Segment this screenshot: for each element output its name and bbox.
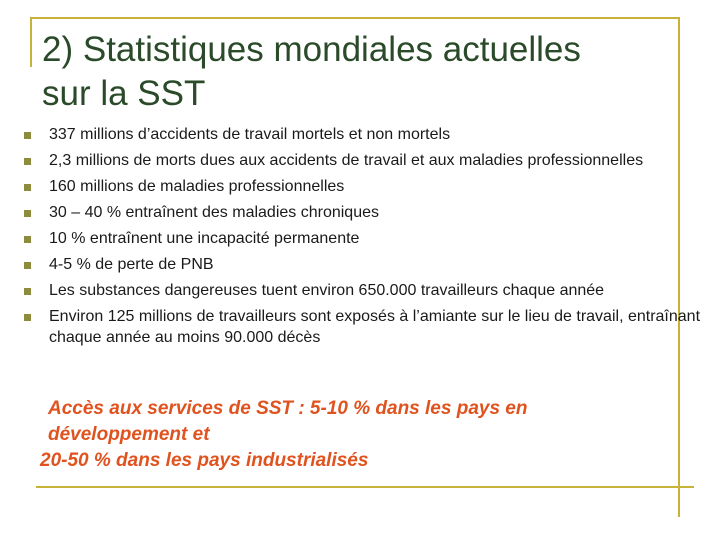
- square-bullet-icon: [24, 288, 31, 295]
- sst-access-highlight: [40, 396, 680, 474]
- bullet-text: 2,3 millions de morts dues aux accidents de travail et aux maladies professionnelles: [49, 152, 644, 169]
- square-bullet-icon: [24, 236, 31, 243]
- frame-bottom-line: [36, 486, 694, 488]
- bullet-text: Les substances dangereuses tuent environ 650.000 travailleurs chaque année: [49, 282, 605, 299]
- bullet-item: [22, 202, 702, 223]
- frame-left-line: [30, 17, 32, 67]
- slide-title-line-2: sur la SST: [42, 74, 206, 113]
- bullet-item: [22, 176, 702, 197]
- highlight-line-1: Accès aux services de SST : 5-10 % dans les pays en: [48, 398, 528, 419]
- square-bullet-icon: [24, 132, 31, 139]
- bullet-item: [22, 150, 702, 171]
- bullet-item: [22, 254, 702, 275]
- square-bullet-icon: [24, 262, 31, 269]
- bullet-text: 30 – 40 % entraînent des maladies chroniques: [49, 204, 379, 221]
- square-bullet-icon: [24, 184, 31, 191]
- highlight-line-2: développement et: [48, 424, 210, 445]
- square-bullet-icon: [24, 210, 31, 217]
- bullet-text: 4-5 % de perte de PNB: [49, 256, 214, 273]
- square-bullet-icon: [24, 314, 31, 321]
- bullet-item: [22, 306, 702, 348]
- bullet-text: 160 millions de maladies professionnelles: [49, 178, 345, 195]
- square-bullet-icon: [24, 158, 31, 165]
- bullet-item: [22, 124, 702, 145]
- bullet-item: [22, 228, 702, 249]
- frame-top-line: [30, 17, 680, 19]
- slide-title-line-1: 2) Statistiques mondiales actuelles: [42, 30, 581, 69]
- bullet-item: [22, 280, 702, 301]
- bullet-text: 10 % entraînent une incapacité permanente: [49, 230, 360, 247]
- bullet-text: Environ 125 millions de travailleurs sont exposés à l’amiante sur le lieu de travail, entraînant chaque année au moins 90.000 décès: [49, 308, 701, 346]
- highlight-line-3: 20-50 % dans les pays industrialisés: [40, 450, 369, 471]
- slide-title: [42, 28, 682, 116]
- bullet-text: 337 millions d’accidents de travail mortels et non mortels: [49, 126, 451, 143]
- statistics-bullet-list: [22, 124, 702, 353]
